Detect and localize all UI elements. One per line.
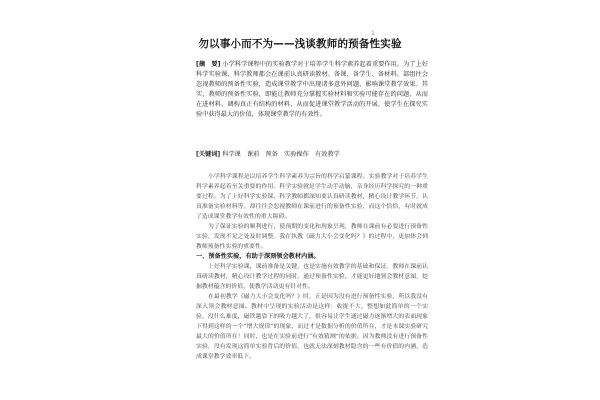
keywords-text: 科学课 课前 预备 实验操作 有效教学 — [222, 151, 340, 158]
keywords-block — [196, 150, 428, 160]
abstract-block — [196, 60, 428, 121]
keywords-label: [关键词] — [196, 151, 221, 158]
section-heading: 一、预备性实验，有助于深刻领会教材内涵。 — [196, 253, 320, 260]
body-paragraph: 为了保证实验的顺利进行，使预期的变化和现象呈现，教师在课前有必要进行预备性实验，发现不足之处及时调整。我在执教《磁力大小会变化吗？》的过程中，更加体会到教师预备性实验的重要性。 — [196, 224, 428, 250]
abstract-text: 小学科学课程中的实验教学对于培养学生科学素养起着重要作用。为了上好科学实验课，科学教师都会在课前认真研读教材、备课、备学生、备材料。部组往会忽视教师的预备性实验，造成课堂教学中出现诸多意外问题，影响课堂教学效果。其实，教师的预备性实验，即能让教师充分掌握实验材料和实验可能存在的问题，从而在进材料、调构真正有结构的材料，从而促进课堂教学活动的开展，使学生在探究实验中获得最大的价值，体现课堂教学的有效性。 — [196, 61, 429, 119]
body-paragraph: 小学科学课程是以培养学生科学素养为宗旨的科学启蒙课程。实验教学对于培养学生科学素养起着至关重要的作用。科学实验就是学生动手动脑，亲身经历科学探究的一种重要过程。为了上好科学实验课，科学教师都深知要认真研读教材，精心设计教学环节，认真准备实验材料等。却往往会忽视教师在课前进行的预备性实验，而这个恰恰，有时就成了造成课堂教学有效性的重大障碍。 — [196, 174, 428, 220]
body-text — [196, 172, 428, 362]
body-paragraph: 上好科学实验课，课前准备是关键，也是实施有效教学的基础和保证。教师在课前认真研读教材，精心设计教学过程的同时，通过预备性实验，才能更好地领会教材意图，挖掘教材蕴含的价值，使教学活动更有针对性。 — [196, 264, 428, 290]
abstract-label: [摘 要] — [196, 61, 221, 68]
page-number: 1 — [371, 30, 375, 37]
body-paragraph: 在最初教学《磁力大小会变化吗？》时，正是因为没有进行预备性实验，所以我没有深入领会教材意图。教材中呈现的实验活动是这样：收拢不大，整想如此简单的一个实验，没什么难度，磁铁越靠下的吸力越大了，很容易让学生通过磁力逐渐增大的表面现象下得到这样的一个“增大规律”的现象，而过才是数据分析的价值所在，才是本课实验研究最大的价值所在！同时，也是在实验前进行“有效猜测”的依据。因为教师没有进行预备性实验，没有发现这简单实验背后的价值，也就无法深刻教材隐含的一些有价值的内涵，造成课堂教学效率低下。 — [196, 294, 428, 360]
page-title: 勿以事小而不为——浅谈教师的预备性实验 — [198, 38, 402, 50]
